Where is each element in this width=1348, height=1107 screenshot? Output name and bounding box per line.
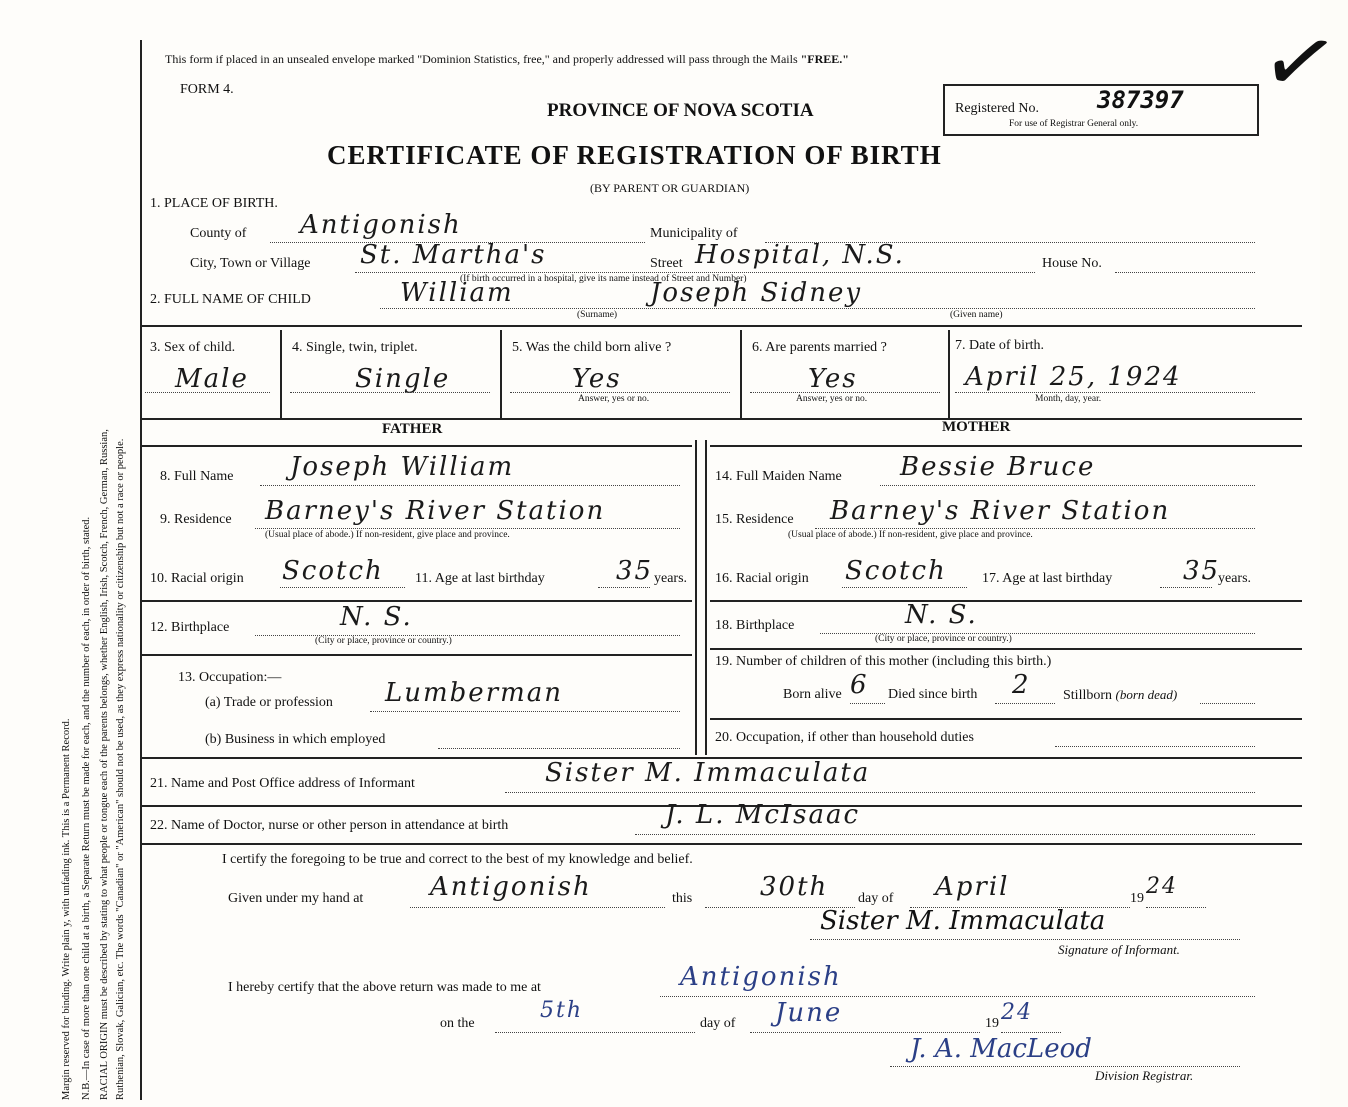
sex-label: 3. Sex of child. [150,340,236,355]
mother-name-label: 14. Full Maiden Name [715,469,842,484]
given-caption: (Given name) [950,310,1003,320]
form-number: FORM 4. [180,82,234,97]
registrar-caption: Division Registrar. [1095,1068,1194,1083]
father-residence-value: Barney's River Station [265,496,606,526]
married-value: Yes [808,364,858,394]
mother-name-value: Bessie Bruce [900,452,1096,482]
dob-caption: Month, day, year. [1035,394,1102,404]
father-name-value: Joseph William [290,452,515,482]
business-label: (b) Business in which employed [205,732,386,747]
registration-box [943,84,1259,136]
reg-day-value: 5th [540,998,584,1023]
father-place-caption: (City or place, province or country.) [315,636,452,646]
mother-residence-label: 15. Residence [715,512,794,527]
reg-year-value: 24 [1001,1000,1033,1025]
month-value: April [935,872,1010,902]
mother-birthplace-value: N. S. [905,600,978,630]
father-heading: FATHER [382,421,443,437]
mother-age-label: 17. Age at last birthday [982,571,1113,586]
mother-abode-caption: (Usual place of abode.) If non-resident, give place and province. [788,530,1033,540]
father-birthplace-label: 12. Birthplace [150,620,230,635]
page-subtitle: (BY PARENT OR GUARDIAN) [590,181,750,195]
father-age-label: 11. Age at last birthday [415,571,545,586]
informant-signature: Sister M. Immaculata [820,906,1106,936]
father-age-value: 35 [616,556,654,586]
municipality-label: Municipality of [650,226,738,241]
father-birthplace-value: N. S. [340,602,413,632]
dob-label: 7. Date of birth. [955,338,1045,353]
alive-label: 5. Was the child born alive ? [512,340,672,355]
street-label: Street [650,256,683,271]
margin-rule [140,40,142,1100]
given-place: Antigonish [430,872,592,902]
doctor-value: J. L. McIsaac [665,800,861,830]
born-alive-label: Born alive [783,687,842,702]
city-value: St. Martha's [360,240,547,270]
house-label: House No. [1042,256,1102,271]
informant-value: Sister M. Immaculata [545,758,871,788]
dob-value: April 25, 1924 [965,362,1182,392]
child-surname: William [400,278,514,308]
trade-value: Lumberman [385,678,564,708]
county-value: Antigonish [300,210,462,240]
mother-birthplace-label: 18. Birthplace [715,618,795,633]
reg-year-prefix: 19 [985,1016,999,1031]
city-label: City, Town or Village [190,256,311,271]
page-title: CERTIFICATE OF REGISTRATION OF BIRTH [327,140,942,170]
single-label: 4. Single, twin, triplet. [292,340,418,355]
margin-note-4: Ruthenian, Slovak, Galician, etc. The words "Canadian" or "American" should not be used, as they express nationality or citizenship but not a race or people. [115,438,126,1100]
county-label: County of [190,226,247,241]
given-label: Given under my hand at [228,891,364,906]
reg-month-value: June [775,998,843,1028]
return-place: Antigonish [680,962,842,992]
registrar-note: For use of Registrar General only. [1009,119,1139,129]
margin-note-2: N.B.—In case of more than one child at a birth, a Separate Return must be made for each, and the number of each, in order of birth, stated. [81,516,92,1100]
on-the-label: on the [440,1016,475,1031]
occupation-label: 13. Occupation:— [178,670,282,685]
father-racial-label: 10. Racial origin [150,571,244,586]
signature-caption: Signature of Informant. [1058,942,1180,957]
registered-number: 387397 [1097,86,1184,114]
child-given-name: Joseph Sidney [650,278,863,308]
mother-age-value: 35 [1183,556,1221,586]
informant-label: 21. Name and Post Office address of Informant [150,776,415,791]
margin-note-3: RACIAL ORIGIN must be described by stating to what people or tongue each of the parents belongs, whether English, Irish, Scotch, French, German, Russian, [99,429,110,1100]
alive-value: Yes [572,364,622,394]
street-value: Hospital, N.S. [695,240,905,270]
surname-caption: (Surname) [577,310,618,320]
father-abode-caption: (Usual place of abode.) If non-resident, give place and province. [265,530,510,540]
registered-label: Registered No. [955,101,1039,116]
reg-day-of-label: day of [700,1016,736,1031]
this-label: this [672,891,693,906]
year-value: 24 [1146,874,1178,899]
day-value: 30th [760,872,829,902]
sex-value: Male [175,364,249,394]
mother-years: years. [1218,571,1252,586]
father-racial-value: Scotch [282,556,384,586]
margin-note-1: Margin reserved for binding. Write plain y, with unfading ink. This is a Permanent Record. [61,718,72,1100]
child-name-label: 2. FULL NAME OF CHILD [150,292,311,307]
mother-heading: MOTHER [942,419,1011,435]
hospital-note: (If birth occurred in a hospital, give its name instead of Street and Number) [460,274,747,284]
margin-notes [16,40,136,1100]
mail-notice: This form if placed in an unsealed envelope marked "Dominion Statistics, free," and properly addressed will pass through the Mails "FREE." [165,52,849,66]
province-heading: PROVINCE OF NOVA SCOTIA [547,100,814,121]
mother-racial-value: Scotch [845,556,947,586]
single-value: Single [355,364,451,394]
year-prefix: 19 [1130,891,1144,906]
father-years: years. [654,571,688,586]
father-residence-label: 9. Residence [160,512,232,527]
mother-place-caption: (City or place, province or country.) [875,634,1012,644]
married-label: 6. Are parents married ? [752,340,887,355]
mother-residence-value: Barney's River Station [830,496,1171,526]
father-name-label: 8. Full Name [160,469,234,484]
stillborn-label: Stillborn (born dead) [1063,687,1178,703]
born-alive-value: 6 [850,670,869,700]
mother-occupation-label: 20. Occupation, if other than household duties [715,730,974,745]
alive-caption: Answer, yes or no. [578,394,650,404]
died-label: Died since birth [888,687,978,702]
died-value: 2 [1012,670,1031,700]
certify-statement: I certify the foregoing to be true and correct to the best of my knowledge and belief. [222,852,693,867]
doctor-label: 22. Name of Doctor, nurse or other person in attendance at birth [150,818,509,833]
children-label: 19. Number of children of this mother (including this birth.) [715,654,1052,669]
registrar-signature: J. A. MacLeod [910,1034,1092,1064]
married-caption: Answer, yes or no. [796,394,868,404]
check-mark-icon: ✓ [1251,3,1348,122]
day-of-label: day of [858,891,894,906]
return-label: I hereby certify that the above return was made to me at [228,980,541,995]
trade-label: (a) Trade or profession [205,695,333,710]
place-heading: 1. PLACE OF BIRTH. [150,196,278,211]
mother-racial-label: 16. Racial origin [715,571,809,586]
